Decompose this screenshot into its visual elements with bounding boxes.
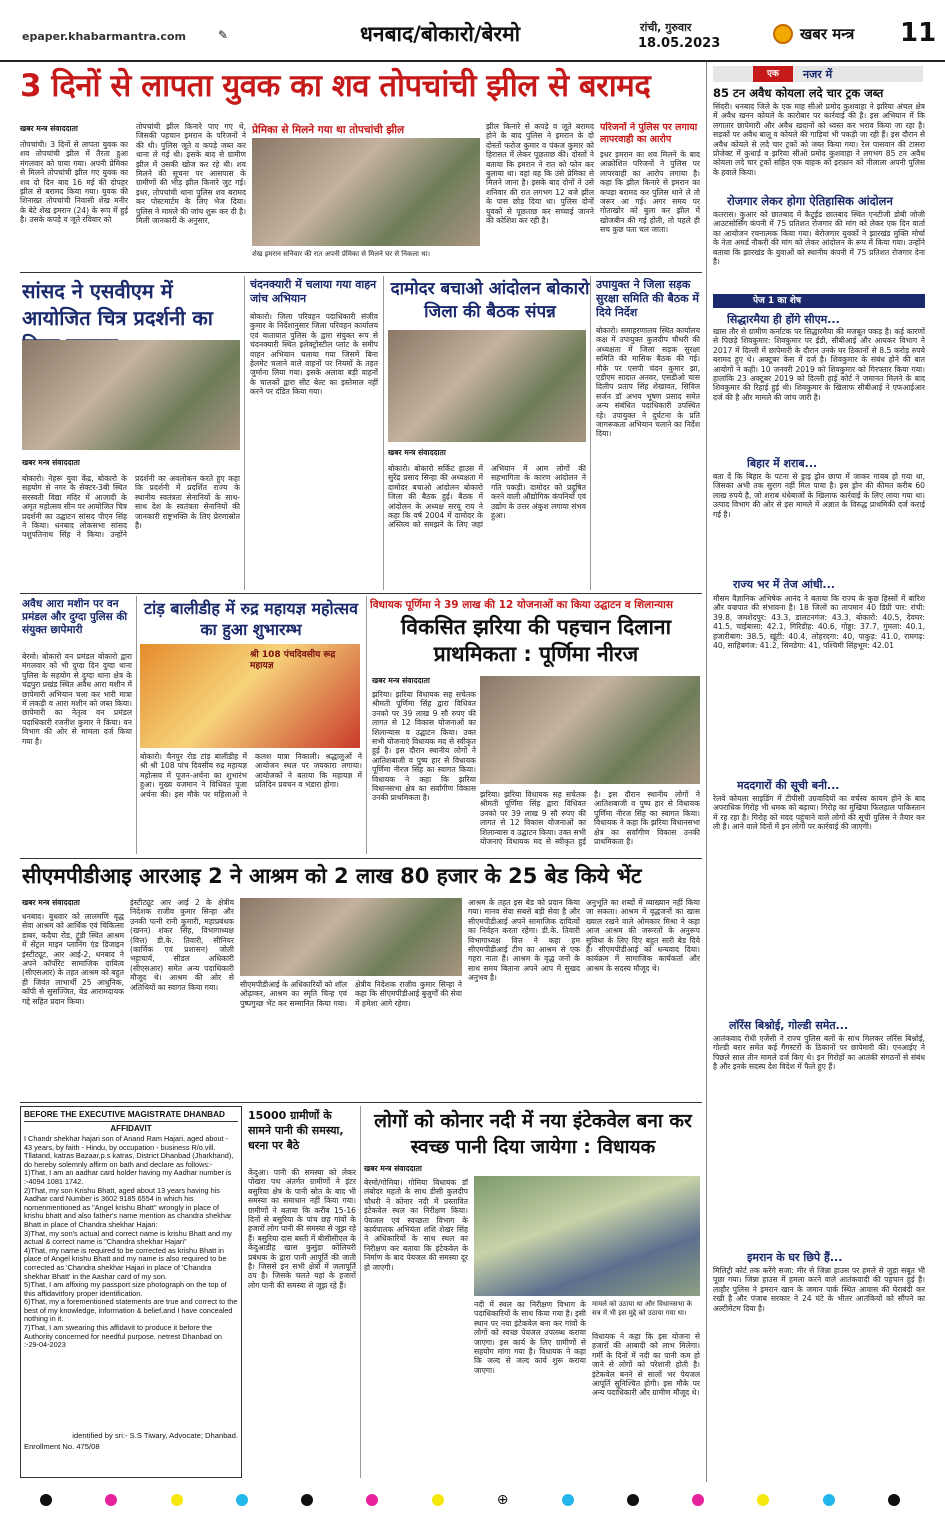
p1b-body: बता दें कि बिहार के पटना से ड्राइ ड्रोन छापा में जाकर गायब हो गया था, जिसका अभी तक सुराग नहीं मिल पाया है। इस ड्रोन की कीमत करीब 60 लाख रुपये है, जो शराब धंधेबाजों के खिलाफ कार्रवाई के लिए लाया गया था। उत्पाद विभाग की ओर से इस मामले में अज्ञात के विरुद्ध प्राथमिकी दर्ज कराई गई है। — [713, 472, 925, 519]
affidavit-sub: AFFIDAVIT — [110, 1124, 152, 1133]
konar-photo — [474, 1176, 700, 1296]
epaper-url[interactable]: epaper.khabarmantra.com — [22, 30, 186, 43]
p1e-body: आतंकवाद रोधी एजेंसी ने राज्य पुलिस बलों के साथ मिलकर लॉरेंस बिश्नोई, गोल्डी बरार समेत कई गैंगस्टरों के ठिकानों पर छापेमारी की। एनआईए ने पिछले साल तीन मामले दर्ज किए थे। इन गिरोहों का आतंकी संगठनों से संबंध है और इनके सदस्य देश विदेश में फैले हुए हैं। — [713, 1034, 925, 1072]
p1c-head: राज्य भर में तेज आंधी... — [733, 578, 835, 591]
row4-body-1: धनबाद। बुधवार को लालमणि वृद्ध सेवा आश्रम को आर्थिक एवं चिकित्सा डाबर, कदैया रोड, टुंडी स्थित आश्रम में सेंट्रल माइन प्लानिंग एंड डिजाइन इंस्टीट्यूट, आर आई-2, धनबाद ने अपने कॉर्पोरेट सामाजिक दायित्व (सीएसआर) के तहत आश्रम को बहुत ही जिवंत लाभार्थी 25 आधुनिक, कॉपी से सुसज्जित, बेड आरामदायक गद्दे सहित प्रदान किया। — [22, 912, 124, 1006]
affidavit-box — [20, 1106, 242, 1478]
row2-c-head: दामोदर बचाओ आंदोलन बोकारो जिला की बैठक संपन्न — [390, 279, 590, 322]
water-body: केंदुआ। पानी की समस्या को लेकर पोखरा पथ अंतर्गत ग्रामीणों ने इंटर बसुरिया क्षेत्र के पानी स्रोत के बाद भी समस्या का समाधान नहीं किया गया। ग्रामीणों ने बताया कि करीब 15-16 दिनों से बसुरिया के पांच छह गांवों के हजारों लोग पानी की समस्या से जूझ रहे हैं। बसुरिया दास बस्ती में बीसीसीएल के केंदुआडीह खास कुसुंडा कोलियरी प्रबंधक के द्वारा पानी आपूर्ति की जाती है। जिससे इन सभी क्षेत्रों में जलापूर्ति ठप है। जिसके चलते यहां के हजारों लोग पानी की समस्या से जूझ रहे हैं। — [248, 1168, 356, 1290]
row4-photo-caption: सीएमपीडीआई के अधिकारियों को शॉल ओढ़ाकर, आश्रम का स्मृति चिन्ह एवं पुष्पगुच्छ भेंट कर सम्मानित किया गया। क्षेत्रीय निदेशक राजीव कुमार सिन्हा ने कहा कि सीएमपीडीआई बुजुर्गों की सेवा में हमेशा आगे रहेगा। — [240, 980, 462, 1008]
reg-dot — [105, 1494, 117, 1506]
p1b-head: बिहार में शराब... — [747, 457, 818, 470]
konar-body-3: विधायक ने कहा कि इस योजना से हजारों की आबादी को लाभ मिलेगा। गर्मी के दिनों में नदी का पानी कम हो जाने से लोगों को परेशानी होती है। इंटेकवेल बनने से सालों भर पेयजल आपूर्ति सुनिश्चित होगी। इस मौके पर अन्य पदाधिकारी और ग्रामीण मौजूद थे। — [592, 1332, 700, 1398]
row2-c-dateline: खबर मन्त्र संवाददाता — [388, 448, 446, 457]
lead-body-1: तोपचांची। 3 दिनों से लापता युवक का शव तोपचांची झील में तैरता हुआ मंगलवार को पाया गया। अपनी प्रेमिका से मिलने तोपचांची झील गए युवक का शव दो दिन बाद 16 मई की दोपहर झील से बरामद किया गया। युवक की शिनाख्त तोपचांची निवासी शेख मनीर के बेटे शेख इमरान (24) के रूप में हुई है। उसके कपड़े व जूते रविवार को — [20, 140, 128, 225]
lead-body-3: झील किनारे से कपड़े व जूते बरामद होने के बाद पुलिस ने इमरान के दो दोस्तों फरोज कुमार व पंकज कुमार को हिरासत में लेकर पूछताछ की। दोस्तों ने बताया कि इमरान ने रात को फोन कर बुलाया था। वहां वह कि उसे प्रेमिका से मिलने जाना है। इसके बाद दोनों ने उसे शनिवार की रात लगभग 12 बजे झील के पास छोड़ दिया था। पुलिस दोनों युवकों से पूछताछ कर सच्चाई जानने की कोशिश कर रही है। — [486, 122, 594, 226]
divider — [20, 858, 702, 859]
p1d-head: मददगारों की सूची बनी... — [737, 779, 840, 792]
lead-dateline: खबर मन्त्र संवाददाता — [20, 124, 78, 133]
lead-story — [20, 120, 700, 268]
footer-color-bar — [40, 1492, 900, 1508]
water-head: 15000 ग्रामीणों के सामने पानी की समस्या, धरना पर बैठे — [248, 1109, 344, 1152]
page-number: 11 — [900, 18, 937, 48]
lead-headline: 3 दिनों से लापता युवक का शव तोपचांची झील से बरामद — [20, 68, 651, 104]
news2-head: रोजगार लेकर होगा ऐतिहासिक आंदोलन — [727, 194, 893, 208]
divider — [20, 1102, 702, 1103]
divider — [20, 272, 702, 273]
row2-a-head: सांसद ने एसवीएम में आयोजित चित्र प्रदर्शनी का — [22, 279, 213, 330]
tag-nazar: नजर में — [803, 68, 833, 81]
p1f-body: मिलिट्री कोर्ट तक करेंगे सजा: मीर से जिन्ना हाउस पर हमले से जुड़ा सबूत भी पूछा गया। जिन्ना हाउस में हमला करने वाले आतंकवादी की पहचान हुई है। लाहौर पुलिस ने इमरान खान के जमान पार्क स्थित आवास की घेराबंदी कर रखी है और पंजाब सरकार ने 24 घंटे के भीतर आतंकियों को सौंपने का अल्टीमेटम दिया है। — [713, 1266, 925, 1313]
row3-c-body-2: झरिया। झरिया विधायक सह सचेतक श्रीमती पूर्णिमा सिंह द्वारा विधिवत उनको पर 39 लाख 9 सौ रुपए की लागत से 12 विकास योजनाओं का शिलान्यास व उद्घाटन किया। उक्त सभी योजनाएं विधायक मद से स्वीकृत हुई है। इस दौरान स्थानीय लोगों ने आतिशबाजी व पुष्प हार से विधायक पूर्णिमा नीरज सिंह का स्वागत किया। विधायक ने कहा कि झरिया विधानसभा क्षेत्र का सर्वांगीण विकास उनकी प्राथमिकता है। — [480, 790, 700, 847]
issue-date: 18.05.2023 — [638, 36, 721, 51]
konar-photo-caption: मामले को उठाया था और विधानसभा के सत्र में भी इस मुद्दे को उठाया गया था। — [592, 1300, 692, 1317]
row2-c-body: बोकारो। बोकारो सर्किट हाउस में सुरेंद्र प्रसाद सिन्हा की अध्यक्षता में दामोदर बचाओ आंदोलन बोकारो जिला की बैठक हुई। बैठक में आंदोलन के अध्यक्ष सरयू राय ने कहा कि वर्ष 2004 में दामोदर के अस्तित्व को समझने के लिए जहां अभियान में आम लोगों की सहभागिता के कारण आंदोलन ने गति पकड़ी। दामोदर को प्रदूषित करने वाली औद्योगिक कंपनियों एवं उद्योग के उत्तर अंकुश लगाया संभव हुआ। — [388, 464, 586, 530]
konar-head: लोगों को कोनार नदी में नया इंटेकवेल बना कर स्वच्छ पानी दिया जायेगा : विधायक — [374, 1110, 692, 1158]
news1-head: 85 टन अवैध कोयला लदे चार ट्रक जब्त — [713, 86, 884, 100]
right-column — [706, 62, 928, 1482]
brand-logo-icon — [773, 24, 793, 44]
reg-dot — [236, 1494, 248, 1506]
konar-body-1: बेरमो/गोमिया। गोमिया विधायक डॉ लंबोदर महतो के साथ डीसी कुलदीप चौधरी ने कोनार नदी में प्रस्तावित इंटेकवेल स्थल का निरीक्षण किया। पेयजल एवं स्वच्छता विभाग के कार्यपालक अभियंता शशि शेखर सिंह ने अधिकारियों के साथ स्थल का निरीक्षण कर बताया कि इंटेकवेल के निर्माण के बाद पेयजल की समस्या दूर हो जाएगी। — [364, 1178, 468, 1272]
lead-photo-heading: प्रेमिका से मिलने गया था तोपचांची झील — [252, 124, 405, 136]
row2-a-photo — [22, 340, 240, 450]
p1d-body: रेलवे कोयला साइडिंग में टीपीसी उग्रवादियों का वर्चस्व कायम होने के बाद अपराधिक गिरोह भी धमक को बढ़ाया। गिरोह का मुखिया फिलहाल पाकिस्तान में रह रहा है। गिरोह को मदद पहुंचाने वाले लोगों की सूची पुलिस ने तैयार कर ली है। आने वाले दिनों में इन लोगों पर कार्रवाई की जाएगी। — [713, 794, 925, 832]
reg-dot — [692, 1494, 704, 1506]
row4-body-3: आश्रम के तहत इस बेड को प्रदान किया गया। मानव सेवा सबसे बड़ी सेवा है और सीएमपीडीआई अपने सामाजिक दायित्वों का निर्वहन करता रहेगा। डी.के. तिवारी विभागाध्यक्ष वित्त ने कहा हम सीएमपीडीआई टीम का आश्रम से एक गहरा नाता है। आश्रम के वृद्ध जनों के साथ समय बिताना अपने आप में सुखद अनुभव है। — [468, 898, 580, 983]
col-rule — [360, 1106, 361, 1478]
row2-d-body: बोकारो। समाहरणालय स्थित कार्यालय कक्ष में उपायुक्त कुलदीप चौधरी की अध्यक्षता में जिला सड़क सुरक्षा समिति की मासिक बैठक की गई। मौके पर एसपी चंदन कुमार झा, एडीएम सादात अनवर, एसडीओ चास दिलीप प्रताप सिंह शेखावत, सिविल सर्जन डॉ अभय भूषण प्रसाद समेत अन्य संबंधित पदाधिकारी उपस्थित रहे। उपायुक्त ने दुर्घटना के प्रति जागरूकता अभियान चलाने का निर्देश दिया। — [596, 326, 700, 439]
col-rule — [136, 596, 137, 854]
row3-a-body: बेरमो। बोकारो वन प्रमंडल बोकारो द्वारा मंगलवार को भी दुग्दा दिन दुग्दा थाना पुलिस के सहयोग से दुग्दा थाना क्षेत्र के चंद्रपुरा प्रखंड स्थित अवैध आरा मशीन में छापेमारी अभियान चला कर भारी मात्रा में लकड़ी व आरा मशीन को जब्त किया। छापेमारी का नेतृत्व वन प्रमंडल पदाधिकारी रजनीश कुमार ने किया। वन विभाग की ओर से मामला दर्ज किया गया है। — [22, 652, 132, 746]
reg-dot — [627, 1494, 639, 1506]
row3-b-body: बोकारो। चैनपुर रोड टांड़ बालीडीह में श्री श्री 108 पांच दिवसीय रुद्र महायज्ञ महोत्सव में पूजन-अर्चना का शुभारंभ हुआ। मुख्य यजमान ने विधिवत पूजा अर्चना की। इस मौके पर महिलाओं ने कलश यात्रा निकाली। श्रद्धालुओं ने आयोजन स्थल पर जयकारा लगाया। आयोजकों ने बताया कि महायज्ञ में प्रतिदिन प्रवचन व भंडारा होगा। — [140, 752, 362, 799]
row3-c-photo — [480, 676, 700, 784]
row3-b-photo — [140, 644, 360, 748]
row3-c-body: झरिया। झरिया विधायक सह सचेतक श्रीमती पूर्णिमा सिंह द्वारा विधिवत उनको पर 39 लाख 9 सौ रुपए की लागत से 12 विकास योजनाओं का शिलान्यास व उद्घाटन किया। उक्त सभी योजनाएं विधायक मद से स्वीकृत हुई है। इस दौरान स्थानीय लोगों ने आतिशबाजी व पुष्प हार से विधायक पूर्णिमा नीरज सिंह का स्वागत किया। विधायक ने कहा कि झरिया विधानसभा क्षेत्र का सर्वांगीण विकास उनकी प्राथमिकता है। — [372, 690, 476, 803]
lead-side-heading: परिजनों ने पुलिस पर लगाया लापरवाही का आरोप — [600, 122, 698, 145]
row2-a-body: बोकारो। नेहरू युवा केंद्र, बोकारो के सहयोग से नगर के सेक्टर-3बी स्थित सरस्वती विद्या मंदिर में आजादी के अमृत महोत्सव सीन पर आयोजित चित्र प्रदर्शनी का उद्घाटन सांसद पीएन सिंह ने किया। धनबाद लोकसभा सांसद पशुपतिनाथ सिंह ने किया। उन्होंने प्रदर्शनी का अवलोकन करते हुए कहा कि प्रदर्शनी में प्रदर्शित राज्य के स्थानीय स्वतंत्रता सेनानियों के साथ-साथ देश के स्वतंत्रता सेनानियों की जानकारी राष्ट्रभक्ति के लिए प्रेरणास्रोत है। — [22, 474, 240, 540]
konar-dateline: खबर मन्त्र संवाददाता — [364, 1164, 422, 1173]
p1f-head: इमरान के घर छिपे हैं... — [747, 1251, 843, 1264]
row2-a-dateline: खबर मन्त्र संवाददाता — [22, 458, 80, 467]
reg-dot — [888, 1494, 900, 1506]
col-rule — [590, 276, 591, 590]
p1a-body: खास तौर से ग्रामीण कर्नाटक पर सिद्धारमैया की मजबूत पकड़ है। कई कारणों से पिछड़े शिवकुमार: शिवकुमार पर ईडी, सीबीआई और आयकर विभाग ने 2017 में दिल्ली में छापेमारी के दौरान उनके घर ठिकानों से 8.5 करोड़ रुपये बरामद हुए थे। अक्टूबर केस में दर्ज है। शिवकुमार के संबंध होने की बात आयोगों ने कही। 10 जनवरी 2019 को शिवकुमार को गिरफ्तार किया गया। हालांकि 23 अक्टूबर 2019 को दिल्ली हाई कोर्ट ने जमानत मिलने के बाद शिवकुमार की रिहाई हुई थी। शिवकुमार के खिलाफ सीबीआई ने एफआईआर दर्ज की है और मामले की जांच जारी है। — [713, 327, 925, 402]
konar-body-2: नदी में स्थल का निरीक्षण विभाग के पदाधिकारियों के साथ किया गया है। इसी स्थान पर नया इंटेकवेल बना कर गांवों के लोगों को स्वच्छ पेयजल उपलब्ध कराया जाएगा। इस कार्य के लिए ग्रामीणों से सहयोग मांगा गया है। विधायक ने कहा कि जल्द से जल्द कार्य शुरू कराया जाएगा। — [474, 1300, 586, 1375]
reg-dot — [562, 1494, 574, 1506]
news1-body: सिंदरी। धनबाद जिले के एक माह सीओ प्रमोद कुशवाहा ने झरिया अंचल क्षेत्र में अवैध खनन कोयले के कारोबार पर कार्रवाई की है। इस अभियान में कि लगातार छापेमारी और अवैध खदानों को ध्वस्त कर भराव किया जा रहा है। सड़कों पर अवैध बालू व कोयले की गाड़ियां भी पकड़ी जा रही हैं। इस दौरान से अवैध कोयले से लदे चार ट्रकों को जब्त किया गया। रेल पासवान की टासरा प्रोजेक्ट में कुधार्ड़ व झरिया सीओ प्रमोद कुशवाहा ने लगभग 85 टन अवैध कोयला लदे चार ट्रकों सहित एक वाहक को इरफ़ान को नीलाला अपनी पुलिस के हवाले किया। — [713, 102, 925, 177]
masthead — [0, 0, 945, 62]
col-rule — [366, 596, 367, 854]
reg-dot — [432, 1494, 444, 1506]
reg-dot — [301, 1494, 313, 1506]
news2-body: कतरास। कुआर को छातबाद में कैटुईड छातबाद स्थित एनटीजी डोबी जोजी आउटसोर्सिंग कंपनी में 75 प्रतिशत रोजगार की मांग को लेकर एक दिन वार्ता का आयोजन रचनात्मक किया गया। बेरोजगार युवकों ने झारखंड मुक्ति मोर्चा के नेता अमर्ड नौकरी की मांग को लेकर आंदोलन के रूप में किया गया। उन्होंने बताया कि झारखंड के युवाओं को स्थानीय कंपनी में 75 प्रतिशत रोजगार देना है। — [713, 210, 925, 267]
p1c-body: मौसम वैज्ञानिक अभिषेक आनंद ने बताया कि राज्य के कुछ हिस्सों में बारिश और वज्रपात की संभावना है। 18 जिलों का तापमान 40 डिग्री पार: रांची: 39.8, जमशेदपुर: 43.3, डालटनगंज: 43.3, बोकारो: 40.5, देवघर: 41.5, चाईबासा: 42.1, गिरिडीह: 40.6, गोड्डा: 37.7, गुमला: 40.1, हजारीबाग: 38.5, खूंटी: 40.4, लोहरदगा: 40, पाकुड़: 41.0, रामगढ़: 40, साहिबगंज: 41.2, सिमडेगा: 41, पश्चिमी सिंहभूम: 42.01 — [713, 594, 925, 651]
city-day: रांची, गुरुवार — [640, 21, 692, 34]
row4-photo — [240, 898, 462, 976]
col-rule — [383, 276, 384, 590]
row3-c-banner: विधायक पूर्णिमा ने 39 लाख की 12 योजनाओं का किया उद्घाटन व शिलान्यास — [370, 599, 673, 611]
p1e-head: लॉरेंस बिश्नोई, गोल्डी समेत... — [729, 1019, 849, 1032]
ek-nazar-tag — [713, 66, 923, 82]
lead-side-body: इधर इमरान का शव मिलने के बाद आक्रोशित परिजनों ने पुलिस पर लापरवाही का आरोप लगाया है। कहा कि झील किनारे से इमरान का कपड़ा बरामद कर पुलिस थाने ले तो जरूर आ गई। अगर समय पर गोताखोर को बुला कर झील में खोजबीन की गई होती, तो पहले ही सच कुछ पता चल जाता। — [600, 150, 700, 235]
lead-body-2: तोपचांची झील किनारे पाए गए थे, जिसकी पहचान इमरान के परिजनों ने की थी। पुलिस जूते व कपड़े जब्त कर थाना ले गई थी। इसके बाद से ग्रामीण झील में उसकी खोज कर रहे थी। शव मिलने की सूचना पर आसपास के ग्रामीणों की भीड़ झील किनारे जुट गई। इधर, तोपचांची थाना पुलिस शव बरामद कर पोस्टमार्टम के लिए भेज दिया। पुलिस ने मामले की जांच शुरू कर दी है। मिली जानकारी के अनुसार, — [136, 122, 246, 226]
lead-photo-caption: शेख इमरान सनिवार की रात अपनी प्रेमिका से मिलने घर से निकला था। — [252, 250, 431, 258]
row4-dateline: खबर मन्त्र संवाददाता — [22, 898, 80, 907]
registration-mark-icon: ⊕ — [496, 1492, 509, 1508]
row2-b-head: चंदनक्यारी में चलाया गया वाहन जांच अभियान — [250, 278, 377, 305]
reg-dot — [40, 1494, 52, 1506]
divider — [20, 593, 702, 594]
row3-c-head: विकसित झरिया की पहचान दिलाना प्राथमिकता : पूर्णिमा नीरज — [400, 615, 672, 666]
row3-c-dateline: खबर मन्त्र संवाददाता — [372, 676, 430, 685]
reg-dot — [171, 1494, 183, 1506]
lead-photo — [252, 138, 480, 246]
page1-continued-bar: पेज 1 का शेष — [713, 294, 925, 308]
reg-dot — [823, 1494, 835, 1506]
row4-body-4: अनुभूति का शब्दों में व्याख्यान नहीं किया जा सकता। आश्रम में वृद्धजनों का खास ख्याल रखने वाले ओमकार मिश्रा ने कहा आज आश्रम की जरूरतों के अनुरूप सुविधा के लिए दिए बहुत सारी बेड दिये हैं। सीएमपीडीआई को धन्यवाद दिया। कार्यक्रम में सामाजिक कार्यकर्ता और आश्रम के सदस्य मौजूद थे। — [586, 898, 700, 973]
p1a-head: सिद्धारमैया ही होंगे सीएम... — [727, 313, 840, 326]
affidavit-body: I Chandr shekhar hajari son of Anand Ram Hajari, aged about - 43 years, by faith - Hindu, by occupation - business R/o.vill. Tllatand, katras Bazaar,p.s katras, District Dhanbad (Jharkhand), do hereby solemnly affirm on bath and declare as follows:- 1)That, I am an aadhar card holder having my Aadhar number is :-4094 1081 1742. 2)That, my son Krishu Bhatt, aged about 13 years having his Aadhar card Number is 3602 9185 6554 in which his nomenmentioned as "Angel krishu Bhatt" wrongly in place of krishu bhatt and also father's name mention as chandra shekhar Bhatt in place of Chandra shekhar Hajari: 3)That, my son's actual and correct name is krishu Bhatt and my actual & correct name is "Chandra shekhar Hajari" 4)That, my name is required to be corrected as krishu Bhatt in place of Angel krishu Bhatt and my name is also required to be corrected as 'Chandra shekhar Hajari in place of 'Chandra shekhar Bhatt' in the Aashar card of my son. 5)That, I am affixing my passport size photograph on the top of this affidavitfory proper identification. 6)That, my a forementioned statements are true and correct to the best of my knowledge, information & belief,and I have concealed nothing in it. 7)That, I am swearing this affidavit to produce it before the Authority concerned for needful purpose. netrest Dhanbad on :-29-04-2023 — [24, 1135, 238, 1350]
row2-d-head: उपायुक्त ने जिला सड़क सुरक्षा समिति की बैठक में दिये निर्देश — [596, 278, 699, 319]
col-rule — [244, 276, 245, 590]
affidavit-title: BEFORE THE EXECUTIVE MAGISTRATE DHANBAD — [24, 1110, 238, 1122]
row4-body-2: इंस्टीट्यूट आर आई 2 के क्षेत्रीय निदेशक राजीव कुमार सिन्हा और उनकी पत्नी रानी कुमारी, महाप्रबंधक (खनन) शंकर सिंह, विभागाध्यक्ष (वित्त) डी.के. तिवारी, सीनियर (कार्मिक एवं प्रशासन) जोली भट्टाचार्य, सीडल अधिकारी (सीएसआर) समेत अन्य पदाधिकारी मौजूद थे। आश्रम की ओर से अतिथियों का स्वागत किया गया। — [130, 898, 234, 992]
reg-dot — [757, 1494, 769, 1506]
edition-title: धनबाद/बोकारो/बेरमो — [360, 22, 521, 46]
affidavit-enroll: Enrollment No. 475/08 — [24, 1442, 100, 1451]
row4-head: सीएमपीडीआइ आरआइ 2 ने आश्रम को 2 लाख 80 हजार के 25 बेड किये भेंट — [22, 864, 642, 888]
brand-name: खबर मन्त्र — [800, 25, 855, 43]
row2-c-photo — [388, 330, 586, 442]
tag-ek: एक — [753, 66, 793, 82]
cursor-icon: ✎ — [218, 28, 229, 42]
row3-b-head: टांड़ बालीडीह में रुद्र महायज्ञ महोत्सव का हुआ शुभारम्भ — [144, 599, 358, 639]
reg-dot — [366, 1494, 378, 1506]
poster-text: श्री 108 पंचदिवसीय रूद्र महायज्ञ — [250, 650, 336, 671]
affidavit-ident: identified by sri:- S.S Tiwary, Advocate; Dhanbad. — [72, 1431, 238, 1440]
row2-b-body: बोकारो। जिला परिवहन पदाधिकारी संजीव कुमार के निर्देशानुसार जिला परिवहन कार्यालय एवं यातायात पुलिस के द्वारा संयुक्त रूप से चंदनक्यारी स्थित इलेक्ट्रोस्टील प्लांट के समीप वाहन अभियान चलाया गया जिसमें बिना हेलमेट चलाने वाले वाहनों पर नियमों के तहत जुर्माना लिया गया। इसके अलावा बड़ी वाहनों के चालकों द्वारा सीट बेल्ट का इस्तेमाल नहीं करने पर दंडित किया गया। — [250, 312, 378, 397]
row3-a-head: अवैध आरा मशीन पर वन प्रमंडल और दुग्दा पुलिस की संयुक्त छापेमारी — [22, 598, 128, 636]
